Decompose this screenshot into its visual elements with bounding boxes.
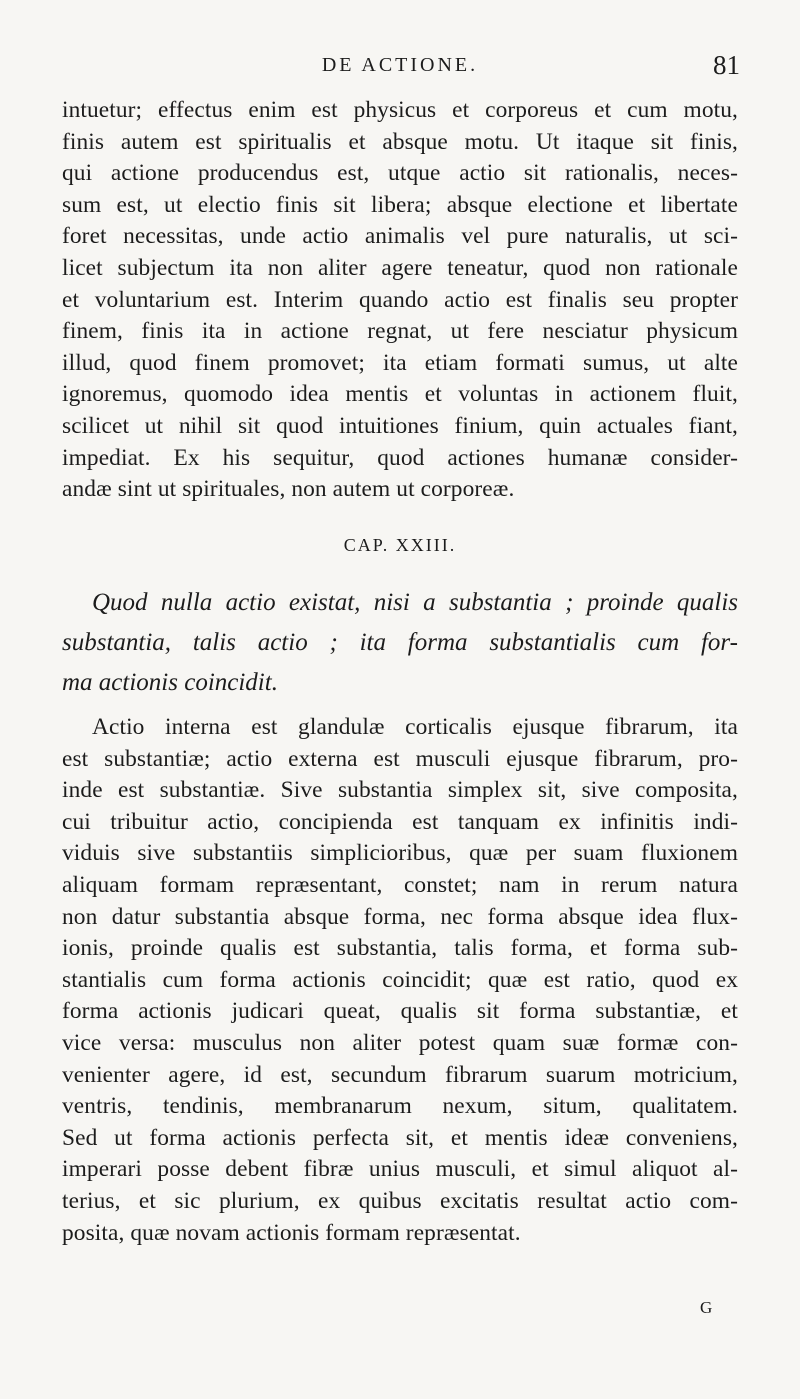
text-line: ventris, tendinis, membranarum nexum, situm, qualitatem. — [62, 1093, 738, 1120]
text-line: scilicet ut nihil sit quod intuitiones finium, quin actuales fiant, — [62, 412, 738, 439]
running-head: DE ACTIONE. — [321, 54, 479, 76]
text-line: finem, finis ita in actione regnat, ut fere nesciatur physicum — [62, 318, 738, 345]
text-line: cui tribuitur actio, concipienda est tanquam ex infinitis indi- — [62, 808, 738, 835]
text-line: vice versa: musculus non aliter potest quam suæ formæ con- — [62, 1029, 738, 1056]
text-line: foret necessitas, unde actio animalis vel pure naturalis, ut sci- — [62, 223, 738, 250]
text-line: ionis, proinde qualis est substantia, talis forma, et forma sub- — [62, 935, 738, 962]
text-line: est substantiæ; actio externa est musculi ejusque fibrarum, pro- — [62, 745, 738, 772]
text-line: venienter agere, id est, secundum fibrarum suarum motricium, — [62, 1061, 738, 1088]
text-line: aliquam formam repræsentant, constet; nam in rerum natura — [62, 871, 738, 898]
chapter-title — [62, 583, 738, 703]
text-line: imperari posse debent fibræ unius musculi, et simul aliquot al- — [62, 1156, 738, 1183]
text-line: non datur substantia absque forma, nec forma absque idea flux- — [62, 903, 738, 930]
text-line: Sed ut forma actionis perfecta sit, et mentis ideæ conveniens, — [62, 1124, 738, 1151]
signature-mark: G — [700, 1298, 713, 1317]
text-line: intuetur; effectus enim est physicus et corporeus et cum motu, — [62, 97, 738, 123]
text-line: forma actionis judicari queat, qualis sit forma substantiæ, et — [62, 998, 738, 1025]
text-line: impediat. Ex his sequitur, quod actiones humanæ consider- — [62, 444, 738, 471]
title-line: Quod nulla actio existat, nisi a substantia ; proinde qualis — [92, 589, 738, 616]
text-line: stantialis cum forma actionis coincidit; quæ est ratio, quod ex — [62, 966, 738, 993]
chapter-heading: CAP. XXIII. — [343, 535, 457, 555]
text-line: terius, et sic plurium, ex quibus excitatis resultat actio com- — [62, 1187, 738, 1214]
text-line: Actio interna est glandulæ corticalis ejusque fibrarum, ita — [92, 714, 738, 740]
paragraph-body — [62, 712, 738, 1249]
text-line: posita, quæ novam actionis formam repræsentat. — [62, 1219, 521, 1246]
text-line: qui actione producendus est, utque actio sit rationalis, neces- — [62, 160, 738, 187]
text-line: licet subjectum ita non aliter agere teneatur, quod non rationale — [62, 254, 738, 281]
page-header — [60, 50, 740, 94]
text-line: et voluntarium est. Interim quando actio est finalis seu propter — [62, 286, 738, 313]
text-line: ignoremus, quomodo idea mentis et voluntas in actionem fluit, — [62, 381, 738, 408]
text-line: andæ sint ut spirituales, non autem ut corporeæ. — [62, 476, 515, 503]
page-number: 81 — [713, 50, 740, 80]
title-line: ma actionis coincidit. — [62, 669, 278, 696]
text-line: illud, quod finem promovet; ita etiam formati sumus, ut alte — [62, 349, 738, 376]
paragraph-continued — [62, 95, 738, 506]
text-line: finis autem est spiritualis et absque motu. Ut itaque sit finis, — [62, 128, 738, 155]
text-line: viduis sive substantiis simplicioribus, quæ per suam fluxionem — [62, 840, 738, 867]
text-line: sum est, ut electio finis sit libera; absque electione et libertate — [62, 191, 738, 218]
text-line: inde est substantiæ. Sive substantia simplex sit, sive composita, — [62, 777, 738, 804]
title-line: substantia, talis actio ; ita forma substantialis cum for- — [62, 629, 738, 656]
